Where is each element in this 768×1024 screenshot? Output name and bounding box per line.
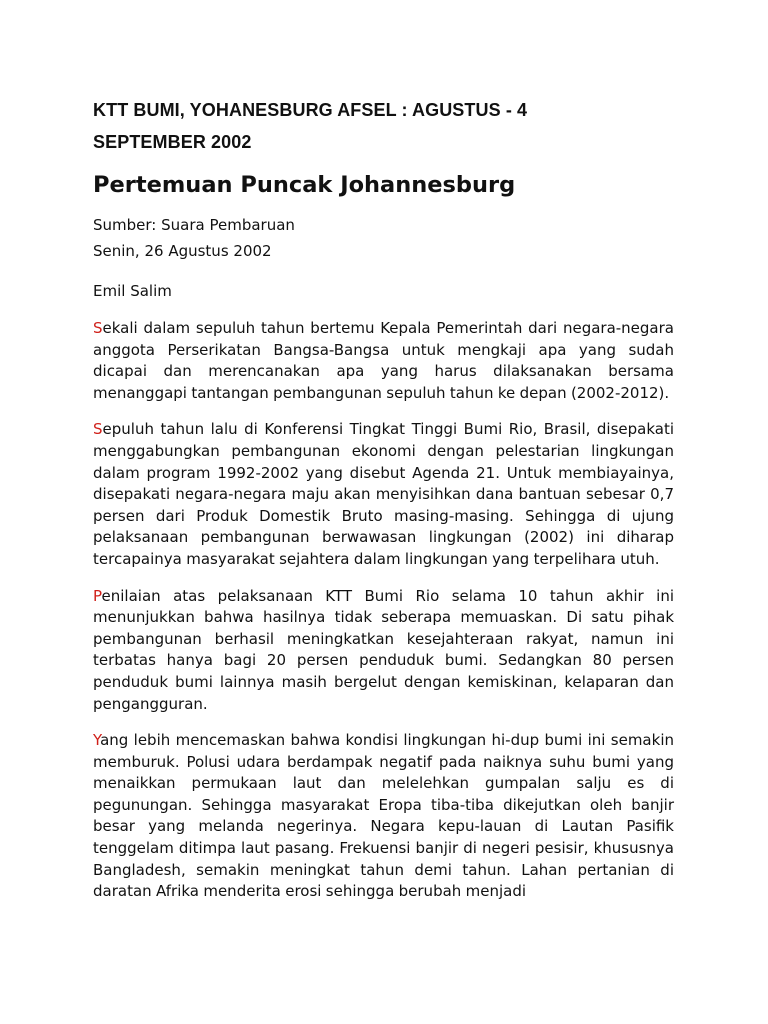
article-title: Pertemuan Puncak Johannesburg bbox=[93, 172, 516, 198]
article-source: Sumber: Suara Pembaruan bbox=[93, 216, 295, 234]
paragraph-4 bbox=[93, 730, 674, 903]
article-meta bbox=[93, 212, 674, 264]
paragraph-text: ang lebih mencemaskan bahwa kondisi lingkungan hi-dup bumi ini semakin memburuk. Polusi udara berdampak negatif pada naiknya suhu bumi yang menaikkan permukaan laut dan melelehkan gumpalan salju es di pegunungan. Sehingga masyarakat Eropa tiba-tiba dikejutkan oleh banjir besar yang melanda negerinya. Negara kepu-lauan di Lautan Pasifik tenggelam ditimpa laut pasang. Frekuensi banjir di negeri pesisir, khususnya Bangladesh, semakin meningkat tahun demi tahun. Lahan pertanian di daratan Afrika menderita erosi sehingga berubah menjadi bbox=[93, 731, 674, 901]
document-page bbox=[93, 94, 674, 903]
paragraph-text: ekali dalam sepuluh tahun bertemu Kepala Pemerintah dari negara-negara anggota Perserikatan Bangsa-Bangsa untuk mengkaji apa yang sudah dicapai dan merencanakan apa yang harus dilaksanakan bersama menanggapi tantangan pembangunan sepuluh tahun ke depan (2002-2012). bbox=[93, 319, 674, 402]
paragraph-text: epuluh tahun lalu di Konferensi Tingkat Tinggi Bumi Rio, Brasil, disepakati menggabungkan pembangunan ekonomi dengan pelestarian lingkungan dalam program 1992-2002 yang disebut Agenda 21. Untuk membiayainya, disepakati negara-negara maju akan menyisihkan dana bantuan sebesar 0,7 persen dari Produk Domestik Bruto masing-masing. Sehingga di ujung pelaksanaan pembangunan berwawasan lingkungan (2002) ini diharap tercapainya masyarakat sejahtera dalam lingkungan yang terpelihara utuh. bbox=[93, 420, 674, 568]
paragraph-initial: P bbox=[93, 586, 102, 605]
document-header bbox=[93, 94, 674, 158]
header-line-2: SEPTEMBER 2002 bbox=[93, 132, 252, 152]
paragraph-1 bbox=[93, 318, 674, 404]
header-line-1: KTT BUMI, YOHANESBURG AFSEL : AGUSTUS - 4 bbox=[93, 100, 528, 120]
paragraph-initial: S bbox=[93, 420, 103, 439]
paragraph-initial: S bbox=[93, 319, 103, 337]
paragraph-initial: Y bbox=[93, 731, 101, 750]
paragraph-2 bbox=[93, 419, 674, 570]
article-date: Senin, 26 Agustus 2002 bbox=[93, 242, 272, 260]
paragraph-3 bbox=[93, 586, 674, 716]
paragraph-text: enilaian atas pelaksanaan KTT Bumi Rio selama 10 tahun akhir ini menunjukkan bahwa hasilnya tidak seberapa memuaskan. Di satu pihak pembangunan berhasil meningkatkan kesejahteraan rakyat, namun ini terbatas hanya bagi 20 persen penduduk bumi. Sedangkan 80 persen penduduk bumi lainnya masih bergelut dengan kemiskinan, kelaparan dan pengangguran. bbox=[93, 586, 674, 713]
article-author: Emil Salim bbox=[93, 282, 172, 300]
